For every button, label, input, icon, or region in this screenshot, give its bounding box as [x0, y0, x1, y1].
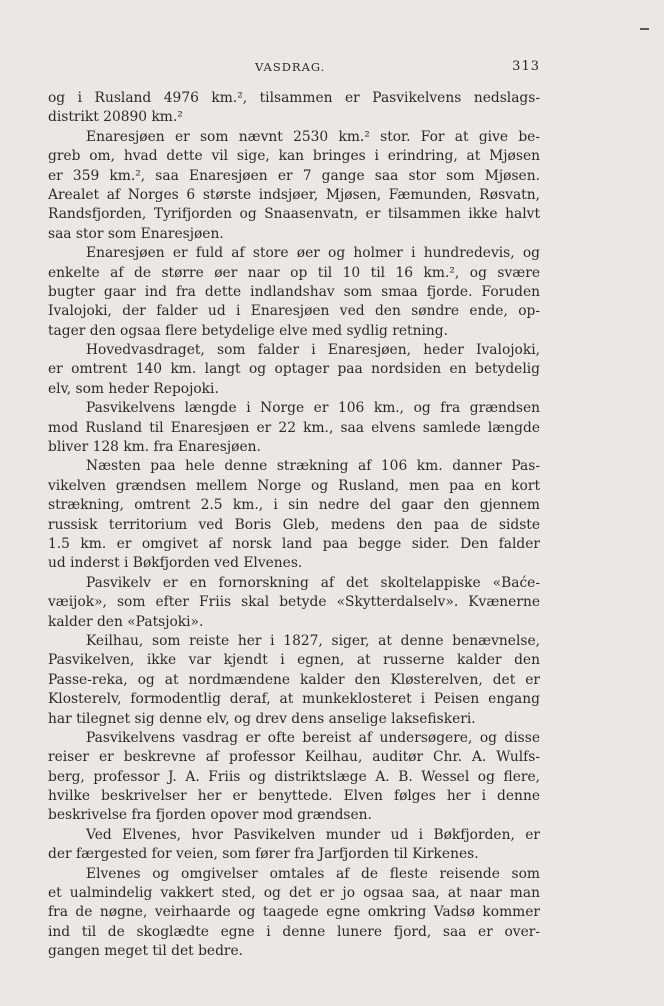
text-line: og i Rusland 4976 km.², tilsammen er Pasvikelvens nedslags-: [48, 90, 540, 106]
text-line: saa stor som Enaresjøen.: [48, 225, 224, 242]
text-line: berg, professor J. A. Friis og distriktslæge A. B. Wessel og flere,: [48, 768, 540, 785]
text-line: ud inderst i Bøkfjorden ved Elvenes.: [48, 555, 303, 572]
text-line: tager den ogsaa flere betydelige elve med sydlig retning.: [48, 322, 448, 339]
text-line: strækning, omtrent 2.5 km., i sin nedre del gaar den gjennem: [48, 497, 540, 514]
text-line: Hovedvasdraget, som falder i Enaresjøen, heder Ivalojoki,: [86, 342, 540, 359]
text-line: er 359 km.², saa Enaresjøen er 7 gange saa stor som Mjøsen.: [48, 167, 540, 184]
text-line: elv, som heder Repojoki.: [48, 380, 219, 397]
text-line: Ved Elvenes, hvor Pasvikelven munder ud i Bøkfjorden, er: [86, 826, 540, 843]
text-line: Elvenes og omgivelser omtales af de fleste reisende som: [86, 865, 540, 882]
text-line: vikelven grændsen mellem Norge og Rusland, men paa en kort: [48, 477, 540, 494]
text-line: Klosterelv, formodentlig deraf, at munkeklosteret i Peisen engang: [48, 691, 540, 708]
text-line: Randsfjorden, Tyrifjorden og Snaasenvatn, er tilsammen ikke halvt: [48, 206, 540, 223]
text-line: Arealet af Norges 6 største indsjøer, Mjøsen, Fæmunden, Røsvatn,: [48, 186, 540, 203]
text-line: Pasvikelven, ikke var kjendt i egnen, at russerne kalder den: [48, 652, 540, 669]
text-line: reiser er beskrevne af professor Keilhau, auditør Chr. A. Wulfs-: [48, 749, 540, 766]
text-line: et ualmindelig vakkert sted, og det er jo ogsaa saa, at naar man: [48, 885, 540, 902]
text-line: Keilhau, som reiste her i 1827, siger, at denne benævnelse,: [86, 632, 540, 649]
text-line: kalder den «Patsjoki».: [48, 613, 204, 630]
text-line: bliver 128 km. fra Enaresjøen.: [48, 439, 261, 456]
text-line: Enaresjøen er fuld af store øer og holmer i hundredevis, og: [86, 245, 540, 262]
text-line: der færgested for veien, som fører fra Jarfjorden til Kirkenes.: [48, 846, 479, 863]
text-line: Pasvikelvens længde i Norge er 106 km., og fra grændsen: [86, 400, 540, 417]
body-text: [48, 89, 540, 962]
text-line: gangen meget til det bedre.: [48, 943, 244, 960]
text-line: Ivalojoki, der falder ud i Enaresjøen ved den søndre ende, op-: [48, 303, 540, 320]
text-line: greb om, hvad dette vil sige, kan bringes i erindring, at Mjøsen: [48, 148, 540, 165]
corner-mark: [640, 28, 649, 30]
text-line: væijok», som efter Friis skal betyde «Skytterdalselv». Kvænerne: [48, 594, 540, 611]
text-line: er omtrent 140 km. langt og optager paa nordsiden en betydelig: [48, 361, 540, 378]
text-line: mod Rusland til Enaresjøen er 22 km., saa elvens samlede længde: [48, 419, 540, 436]
text-line: Passe-reka, og at nordmændene kalder den Kløsterelven, det er: [48, 671, 540, 688]
text-line: Næsten paa hele denne strækning af 106 km. danner Pas-: [86, 458, 540, 475]
text-line: enkelte af de større øer naar op til 10 til 16 km.², og svære: [48, 264, 540, 281]
text-line: Pasvikelvens vasdrag er ofte bereist af undersøgere, og disse: [86, 729, 540, 746]
text-line: Enaresjøen er som nævnt 2530 km.² stor. For at give be-: [86, 128, 540, 145]
text-line: Pasvikelv er en fornorskning af det skoltelappiske «Baće-: [86, 574, 540, 591]
text-line: ind til de skoglædte egne i denne lunere fjord, saa er over-: [48, 923, 540, 940]
text-line: russisk territorium ved Boris Gleb, medens den paa de sidste: [48, 516, 540, 533]
text-line: beskrivelse fra fjorden opover mod grændsen.: [48, 807, 372, 824]
running-head: [0, 60, 664, 80]
text-line: distrikt 20890 km.²: [48, 109, 183, 126]
text-line: hvilke beskrivelser her er benyttede. Elven følges her i denne: [48, 788, 540, 805]
running-head-title: VASDRAG.: [255, 60, 326, 74]
text-line: 1.5 km. er omgivet af norsk land paa begge sider. Den falder: [48, 535, 540, 552]
text-line: har tilegnet sig denne elv, og drev dens anselige laksefiskeri.: [48, 710, 476, 727]
text-line: fra de nøgne, veirhaarde og taagede egne omkring Vadsø kommer: [48, 904, 540, 921]
text-line: bugter gaar ind fra dette indlandshav som smaa fjorde. Foruden: [48, 283, 540, 300]
page-number: 313: [512, 59, 540, 74]
